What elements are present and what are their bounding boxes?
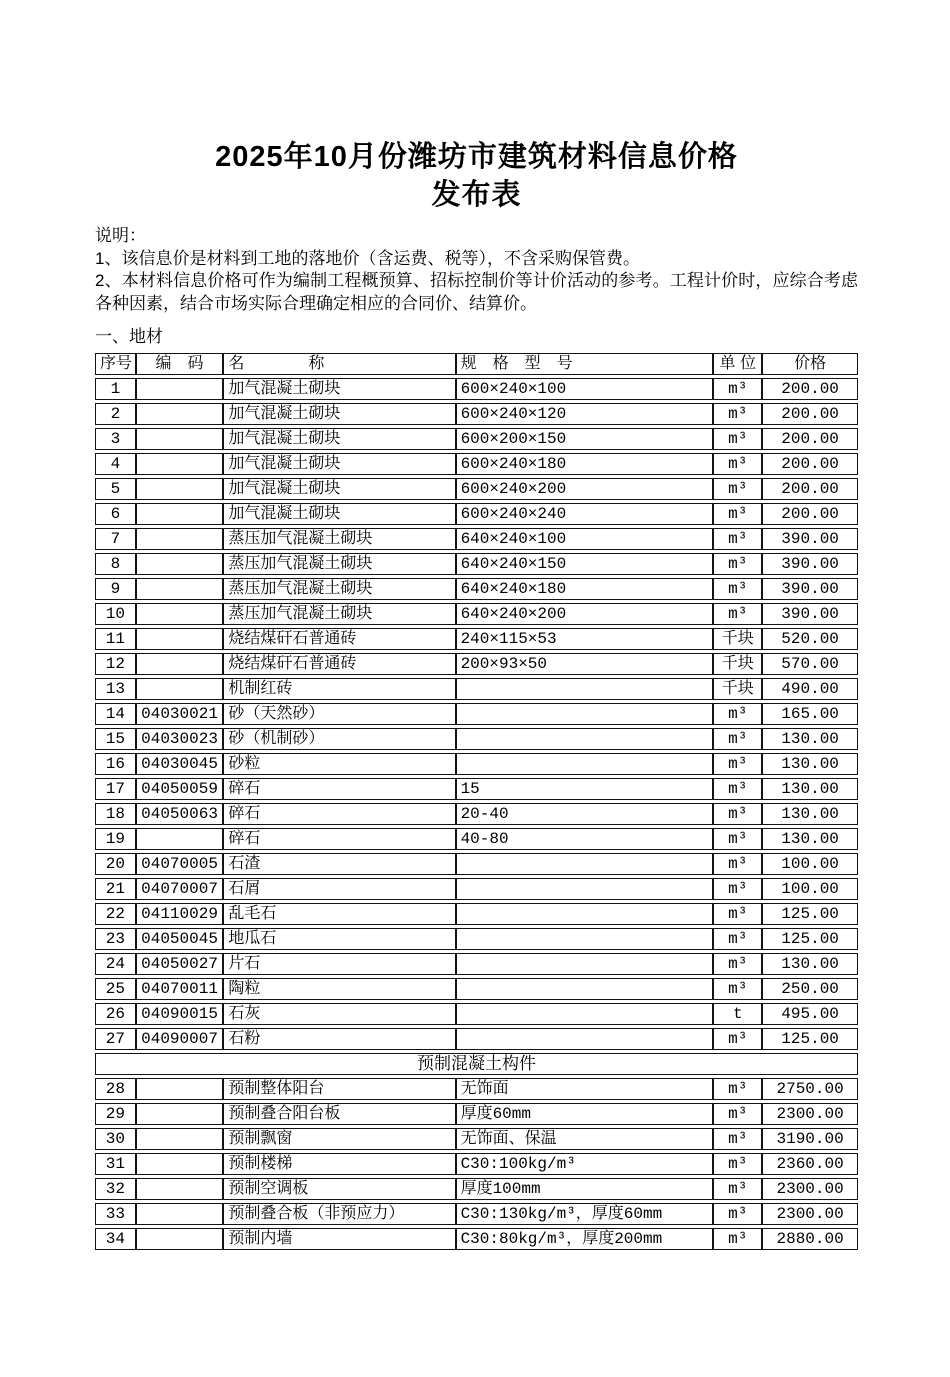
cell-name: 陶粒 bbox=[223, 978, 455, 1000]
cell-seq: 19 bbox=[95, 828, 136, 850]
cell-code bbox=[136, 1203, 224, 1225]
cell-unit: m³ bbox=[713, 503, 762, 525]
page-title-line2: 发布表 bbox=[431, 179, 522, 211]
table-row bbox=[95, 1078, 858, 1100]
cell-price: 2750.00 bbox=[762, 1078, 858, 1100]
cell-unit: m³ bbox=[713, 1103, 762, 1125]
cell-spec bbox=[456, 753, 714, 775]
table-row bbox=[95, 1003, 858, 1025]
table-row bbox=[95, 628, 858, 650]
cell-unit: m³ bbox=[713, 1078, 762, 1100]
cell-code bbox=[136, 378, 224, 400]
column-header-seq: 序号 bbox=[95, 353, 136, 375]
table-row bbox=[95, 703, 858, 725]
cell-price: 3190.00 bbox=[762, 1128, 858, 1150]
cell-name: 片石 bbox=[223, 953, 455, 975]
cell-spec: 640×240×150 bbox=[456, 553, 714, 575]
cell-seq: 34 bbox=[95, 1228, 136, 1250]
material-price-table bbox=[95, 350, 858, 1253]
cell-unit: m³ bbox=[713, 953, 762, 975]
cell-price: 2360.00 bbox=[762, 1153, 858, 1175]
cell-unit: m³ bbox=[713, 978, 762, 1000]
cell-spec: 600×240×180 bbox=[456, 453, 714, 475]
cell-spec: C30:130kg/m³，厚度60mm bbox=[456, 1203, 714, 1225]
cell-seq: 28 bbox=[95, 1078, 136, 1100]
cell-spec bbox=[456, 878, 714, 900]
cell-code: 04030045 bbox=[136, 753, 224, 775]
cell-seq: 32 bbox=[95, 1178, 136, 1200]
table-row bbox=[95, 453, 858, 475]
cell-unit: m³ bbox=[713, 853, 762, 875]
cell-code: 04050045 bbox=[136, 928, 224, 950]
cell-code: 04050059 bbox=[136, 778, 224, 800]
cell-spec bbox=[456, 728, 714, 750]
cell-unit: m³ bbox=[713, 478, 762, 500]
table-row bbox=[95, 578, 858, 600]
cell-code bbox=[136, 478, 224, 500]
cell-price: 390.00 bbox=[762, 553, 858, 575]
column-header-name: 名 称 bbox=[223, 353, 455, 375]
cell-spec: 640×240×100 bbox=[456, 528, 714, 550]
cell-price: 200.00 bbox=[762, 378, 858, 400]
cell-code: 04030023 bbox=[136, 728, 224, 750]
cell-code bbox=[136, 603, 224, 625]
cell-unit: 千块 bbox=[713, 678, 762, 700]
cell-code: 04050063 bbox=[136, 803, 224, 825]
cell-seq: 30 bbox=[95, 1128, 136, 1150]
column-header-spec: 规 格 型 号 bbox=[456, 353, 714, 375]
cell-price: 165.00 bbox=[762, 703, 858, 725]
cell-code bbox=[136, 653, 224, 675]
table-row bbox=[95, 603, 858, 625]
cell-name: 蒸压加气混凝土砌块 bbox=[223, 553, 455, 575]
cell-unit: m³ bbox=[713, 728, 762, 750]
cell-spec bbox=[456, 978, 714, 1000]
table-row bbox=[95, 853, 858, 875]
cell-spec bbox=[456, 1028, 714, 1050]
cell-name: 石屑 bbox=[223, 878, 455, 900]
cell-seq: 25 bbox=[95, 978, 136, 1000]
table-row bbox=[95, 553, 858, 575]
page-title-line1: 2025年10月份潍坊市建筑材料信息价格 bbox=[215, 141, 738, 173]
cell-spec: C30:80kg/m³，厚度200mm bbox=[456, 1228, 714, 1250]
cell-name: 石渣 bbox=[223, 853, 455, 875]
cell-unit: m³ bbox=[713, 778, 762, 800]
cell-spec: 200×93×50 bbox=[456, 653, 714, 675]
cell-code: 04070007 bbox=[136, 878, 224, 900]
table-row bbox=[95, 503, 858, 525]
cell-seq: 13 bbox=[95, 678, 136, 700]
document-content bbox=[95, 0, 858, 1253]
table-row bbox=[95, 728, 858, 750]
table-row bbox=[95, 928, 858, 950]
table-row bbox=[95, 653, 858, 675]
cell-code: 04070005 bbox=[136, 853, 224, 875]
cell-spec: 600×240×200 bbox=[456, 478, 714, 500]
cell-seq: 20 bbox=[95, 853, 136, 875]
note-item-2: 2、本材料信息价格可作为编制工程概预算、招标控制价等计价活动的参考。工程计价时，应综合考虑各种因素，结合市场实际合理确定相应的合同价、结算价。 bbox=[95, 271, 858, 313]
table-row bbox=[95, 953, 858, 975]
cell-name: 机制红砖 bbox=[223, 678, 455, 700]
cell-name: 碎石 bbox=[223, 778, 455, 800]
cell-price: 100.00 bbox=[762, 853, 858, 875]
cell-price: 2300.00 bbox=[762, 1203, 858, 1225]
notes-label: 说明： bbox=[95, 226, 146, 245]
cell-code: 04070011 bbox=[136, 978, 224, 1000]
table-row bbox=[95, 403, 858, 425]
table-row bbox=[95, 778, 858, 800]
cell-spec bbox=[456, 853, 714, 875]
cell-seq: 5 bbox=[95, 478, 136, 500]
cell-seq: 29 bbox=[95, 1103, 136, 1125]
cell-price: 2880.00 bbox=[762, 1228, 858, 1250]
cell-code bbox=[136, 1228, 224, 1250]
cell-name: 烧结煤矸石普通砖 bbox=[223, 628, 455, 650]
cell-unit: m³ bbox=[713, 803, 762, 825]
cell-unit: m³ bbox=[713, 553, 762, 575]
cell-code bbox=[136, 1153, 224, 1175]
cell-name: 石灰 bbox=[223, 1003, 455, 1025]
note-item-1: 1、该信息价是材料到工地的落地价（含运费、税等），不含采购保管费。 bbox=[95, 248, 640, 268]
cell-seq: 18 bbox=[95, 803, 136, 825]
cell-name: 石粉 bbox=[223, 1028, 455, 1050]
table-row bbox=[95, 528, 858, 550]
cell-price: 130.00 bbox=[762, 803, 858, 825]
cell-spec: 640×240×180 bbox=[456, 578, 714, 600]
cell-seq: 22 bbox=[95, 903, 136, 925]
cell-seq: 2 bbox=[95, 403, 136, 425]
cell-price: 100.00 bbox=[762, 878, 858, 900]
cell-name: 加气混凝土砌块 bbox=[223, 378, 455, 400]
cell-seq: 27 bbox=[95, 1028, 136, 1050]
cell-code bbox=[136, 503, 224, 525]
cell-name: 蒸压加气混凝土砌块 bbox=[223, 603, 455, 625]
cell-code bbox=[136, 428, 224, 450]
table-row bbox=[95, 1228, 858, 1250]
cell-price: 130.00 bbox=[762, 778, 858, 800]
cell-seq: 8 bbox=[95, 553, 136, 575]
cell-name: 预制叠合板（非预应力） bbox=[223, 1203, 455, 1225]
cell-price: 130.00 bbox=[762, 828, 858, 850]
table-row bbox=[95, 1028, 858, 1050]
cell-seq: 4 bbox=[95, 453, 136, 475]
cell-unit: m³ bbox=[713, 878, 762, 900]
cell-spec bbox=[456, 703, 714, 725]
cell-price: 125.00 bbox=[762, 903, 858, 925]
cell-price: 200.00 bbox=[762, 478, 858, 500]
cell-seq: 12 bbox=[95, 653, 136, 675]
cell-price: 2300.00 bbox=[762, 1103, 858, 1125]
cell-spec bbox=[456, 953, 714, 975]
cell-spec: 15 bbox=[456, 778, 714, 800]
cell-spec bbox=[456, 903, 714, 925]
cell-name: 加气混凝土砌块 bbox=[223, 478, 455, 500]
table-row bbox=[95, 803, 858, 825]
column-header-code: 编 码 bbox=[136, 353, 224, 375]
cell-spec: 厚度60mm bbox=[456, 1103, 714, 1125]
table-header-row bbox=[95, 353, 858, 375]
cell-spec bbox=[456, 1003, 714, 1025]
cell-code bbox=[136, 453, 224, 475]
cell-spec bbox=[456, 678, 714, 700]
cell-price: 200.00 bbox=[762, 403, 858, 425]
cell-price: 390.00 bbox=[762, 528, 858, 550]
cell-unit: 千块 bbox=[713, 628, 762, 650]
cell-name: 蒸压加气混凝土砌块 bbox=[223, 578, 455, 600]
cell-name: 加气混凝土砌块 bbox=[223, 453, 455, 475]
section-header-precast: 预制混凝土构件 bbox=[95, 1053, 858, 1075]
page-title bbox=[95, 0, 858, 214]
table-row bbox=[95, 1153, 858, 1175]
cell-name: 砂（机制砂） bbox=[223, 728, 455, 750]
cell-spec: 无饰面、保温 bbox=[456, 1128, 714, 1150]
cell-name: 预制飘窗 bbox=[223, 1128, 455, 1150]
cell-name: 碎石 bbox=[223, 803, 455, 825]
cell-price: 2300.00 bbox=[762, 1178, 858, 1200]
table-row bbox=[95, 678, 858, 700]
cell-price: 490.00 bbox=[762, 678, 858, 700]
cell-code: 04090007 bbox=[136, 1028, 224, 1050]
cell-unit: m³ bbox=[713, 1178, 762, 1200]
cell-seq: 11 bbox=[95, 628, 136, 650]
cell-price: 125.00 bbox=[762, 928, 858, 950]
table-row bbox=[95, 478, 858, 500]
cell-name: 加气混凝土砌块 bbox=[223, 403, 455, 425]
cell-seq: 21 bbox=[95, 878, 136, 900]
cell-seq: 24 bbox=[95, 953, 136, 975]
cell-unit: m³ bbox=[713, 1153, 762, 1175]
cell-name: 乱毛石 bbox=[223, 903, 455, 925]
cell-unit: m³ bbox=[713, 578, 762, 600]
cell-price: 130.00 bbox=[762, 953, 858, 975]
cell-name: 碎石 bbox=[223, 828, 455, 850]
cell-unit: m³ bbox=[713, 753, 762, 775]
cell-unit: m³ bbox=[713, 428, 762, 450]
cell-unit: m³ bbox=[713, 1203, 762, 1225]
price-table-body bbox=[95, 378, 858, 1250]
cell-unit: m³ bbox=[713, 453, 762, 475]
table-row bbox=[95, 753, 858, 775]
cell-unit: m³ bbox=[713, 1028, 762, 1050]
table-row bbox=[95, 1203, 858, 1225]
cell-seq: 23 bbox=[95, 928, 136, 950]
cell-price: 520.00 bbox=[762, 628, 858, 650]
cell-spec bbox=[456, 928, 714, 950]
cell-code bbox=[136, 1103, 224, 1125]
cell-price: 495.00 bbox=[762, 1003, 858, 1025]
cell-code bbox=[136, 1128, 224, 1150]
table-row bbox=[95, 378, 858, 400]
cell-spec: 600×240×100 bbox=[456, 378, 714, 400]
table-row bbox=[95, 878, 858, 900]
cell-price: 200.00 bbox=[762, 453, 858, 475]
notes-block bbox=[95, 225, 858, 315]
cell-unit: m³ bbox=[713, 1128, 762, 1150]
cell-code bbox=[136, 828, 224, 850]
column-header-price: 价格 bbox=[762, 353, 858, 375]
cell-code bbox=[136, 528, 224, 550]
cell-spec: 600×240×240 bbox=[456, 503, 714, 525]
cell-seq: 9 bbox=[95, 578, 136, 600]
cell-unit: m³ bbox=[713, 1228, 762, 1250]
cell-name: 预制叠合阳台板 bbox=[223, 1103, 455, 1125]
cell-price: 130.00 bbox=[762, 753, 858, 775]
cell-spec: 20-40 bbox=[456, 803, 714, 825]
cell-seq: 6 bbox=[95, 503, 136, 525]
cell-code bbox=[136, 578, 224, 600]
cell-name: 地瓜石 bbox=[223, 928, 455, 950]
cell-seq: 3 bbox=[95, 428, 136, 450]
cell-unit: t bbox=[713, 1003, 762, 1025]
cell-unit: m³ bbox=[713, 403, 762, 425]
cell-seq: 1 bbox=[95, 378, 136, 400]
cell-name: 砂（天然砂） bbox=[223, 703, 455, 725]
cell-unit: m³ bbox=[713, 703, 762, 725]
cell-seq: 17 bbox=[95, 778, 136, 800]
cell-unit: m³ bbox=[713, 528, 762, 550]
cell-name: 烧结煤矸石普通砖 bbox=[223, 653, 455, 675]
cell-seq: 14 bbox=[95, 703, 136, 725]
cell-seq: 7 bbox=[95, 528, 136, 550]
cell-seq: 31 bbox=[95, 1153, 136, 1175]
cell-name: 蒸压加气混凝土砌块 bbox=[223, 528, 455, 550]
cell-name: 预制楼梯 bbox=[223, 1153, 455, 1175]
cell-price: 125.00 bbox=[762, 1028, 858, 1050]
cell-code bbox=[136, 553, 224, 575]
cell-name: 预制空调板 bbox=[223, 1178, 455, 1200]
table-row bbox=[95, 828, 858, 850]
cell-code: 04110029 bbox=[136, 903, 224, 925]
cell-price: 200.00 bbox=[762, 428, 858, 450]
cell-seq: 15 bbox=[95, 728, 136, 750]
column-header-unit: 单 位 bbox=[713, 353, 762, 375]
cell-price: 130.00 bbox=[762, 728, 858, 750]
cell-name: 预制整体阳台 bbox=[223, 1078, 455, 1100]
cell-price: 390.00 bbox=[762, 578, 858, 600]
cell-price: 390.00 bbox=[762, 603, 858, 625]
cell-seq: 16 bbox=[95, 753, 136, 775]
cell-code bbox=[136, 678, 224, 700]
table-row bbox=[95, 978, 858, 1000]
table-row bbox=[95, 1128, 858, 1150]
cell-code bbox=[136, 1078, 224, 1100]
section-row bbox=[95, 1053, 858, 1075]
cell-code bbox=[136, 1178, 224, 1200]
cell-spec: 40-80 bbox=[456, 828, 714, 850]
cell-code: 04050027 bbox=[136, 953, 224, 975]
cell-spec: 600×240×120 bbox=[456, 403, 714, 425]
cell-seq: 26 bbox=[95, 1003, 136, 1025]
cell-name: 砂粒 bbox=[223, 753, 455, 775]
cell-code bbox=[136, 403, 224, 425]
cell-name: 加气混凝土砌块 bbox=[223, 428, 455, 450]
cell-price: 250.00 bbox=[762, 978, 858, 1000]
cell-unit: 千块 bbox=[713, 653, 762, 675]
cell-price: 200.00 bbox=[762, 503, 858, 525]
section-label-dicai: 一、地材 bbox=[95, 327, 163, 346]
cell-spec: C30:100kg/m³ bbox=[456, 1153, 714, 1175]
table-row bbox=[95, 428, 858, 450]
cell-code: 04090015 bbox=[136, 1003, 224, 1025]
cell-spec: 厚度100mm bbox=[456, 1178, 714, 1200]
table-row bbox=[95, 1103, 858, 1125]
cell-spec: 600×200×150 bbox=[456, 428, 714, 450]
table-row bbox=[95, 1178, 858, 1200]
cell-unit: m³ bbox=[713, 828, 762, 850]
cell-unit: m³ bbox=[713, 903, 762, 925]
cell-unit: m³ bbox=[713, 378, 762, 400]
cell-spec: 无饰面 bbox=[456, 1078, 714, 1100]
cell-code bbox=[136, 628, 224, 650]
cell-spec: 240×115×53 bbox=[456, 628, 714, 650]
cell-seq: 10 bbox=[95, 603, 136, 625]
cell-spec: 640×240×200 bbox=[456, 603, 714, 625]
cell-seq: 33 bbox=[95, 1203, 136, 1225]
cell-unit: m³ bbox=[713, 603, 762, 625]
cell-price: 570.00 bbox=[762, 653, 858, 675]
cell-unit: m³ bbox=[713, 928, 762, 950]
table-row bbox=[95, 903, 858, 925]
cell-code: 04030021 bbox=[136, 703, 224, 725]
cell-name: 预制内墙 bbox=[223, 1228, 455, 1250]
cell-name: 加气混凝土砌块 bbox=[223, 503, 455, 525]
